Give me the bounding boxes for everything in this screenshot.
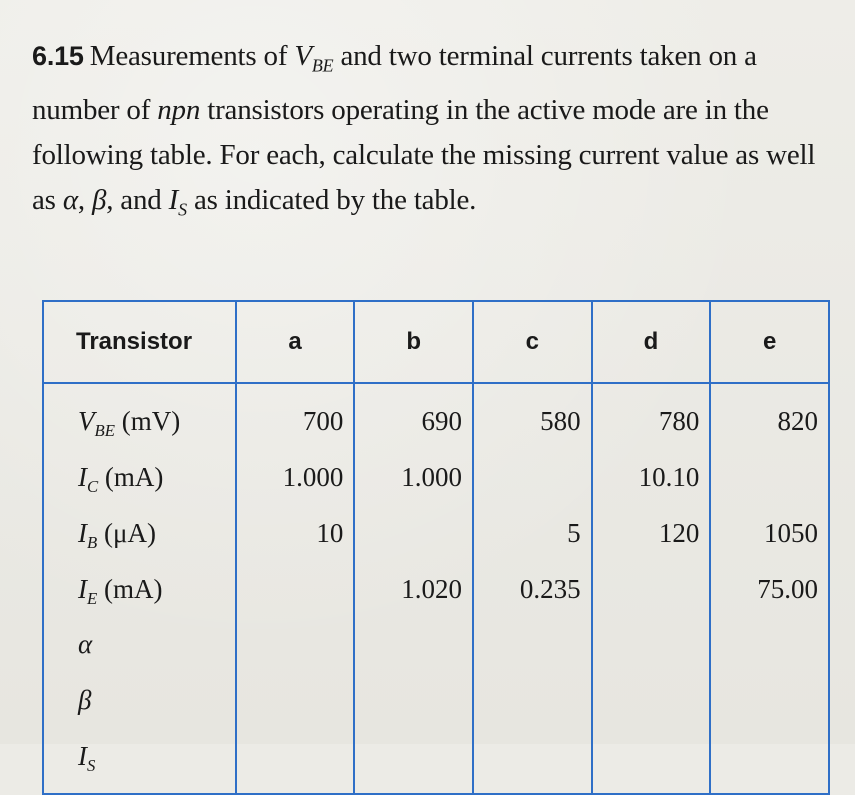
header-col-c: c [473, 301, 592, 383]
problem-text: and two terminal currents taken on a number of [32, 40, 757, 127]
vbe-letter: V [294, 40, 312, 72]
cell-c [473, 454, 592, 510]
cell-d: 10.10 [592, 454, 711, 510]
row-symbol: I [78, 741, 87, 772]
problem-number: 6.15 [32, 41, 84, 71]
cell-e [710, 677, 829, 733]
cell-c [473, 677, 592, 733]
cell-d [592, 621, 711, 677]
header-col-a: a [236, 301, 355, 383]
table-row [43, 454, 829, 510]
table-header-row [43, 301, 829, 383]
cell-b: 1.020 [354, 566, 473, 622]
vbe-subscript: BE [311, 55, 334, 76]
cell-e: 1050 [710, 510, 829, 566]
cell-a: 10 [236, 510, 355, 566]
cell-b: 690 [354, 383, 473, 454]
transistor-table [42, 300, 830, 795]
problem-text: transistors operating in the active mode are in the following table. For each, calculate the missing current value as well as [32, 94, 816, 217]
cell-b: 1.000 [354, 454, 473, 510]
row-symbol: I [78, 517, 87, 548]
problem-text: , [77, 184, 92, 217]
row-unit: (mA) [98, 461, 164, 492]
row-symbol: α [78, 629, 93, 660]
row-subscript: C [87, 476, 99, 496]
table-row [43, 510, 829, 566]
cell-e [710, 621, 829, 677]
row-subscript: B [87, 532, 98, 552]
row-symbol: I [78, 461, 87, 492]
header-col-d: d [592, 301, 711, 383]
beta-symbol: β [91, 184, 107, 217]
header-col-e: e [710, 301, 829, 383]
problem-text: Measurements of [89, 40, 295, 72]
cell-a [236, 621, 355, 677]
is-subscript: S [178, 199, 187, 220]
row-label [43, 566, 236, 622]
cell-a: 700 [236, 383, 355, 454]
row-label [43, 510, 236, 566]
cell-e: 820 [710, 383, 829, 454]
header-transistor: Transistor [43, 301, 236, 383]
row-label [43, 383, 236, 454]
cell-c [473, 621, 592, 677]
cell-a [236, 566, 355, 622]
row-subscript: E [87, 588, 98, 608]
is-letter: I [168, 184, 179, 217]
npn-term: npn [157, 94, 201, 127]
row-symbol: β [78, 685, 92, 716]
cell-a: 1.000 [236, 454, 355, 510]
row-subscript: S [87, 755, 96, 775]
cell-d: 120 [592, 510, 711, 566]
problem-paragraph [32, 34, 832, 233]
row-label [43, 454, 236, 510]
cell-c: 580 [473, 383, 592, 454]
problem-text: , and [106, 184, 169, 217]
is-symbol [168, 184, 187, 220]
table-body [43, 383, 829, 794]
cell-e [710, 733, 829, 794]
table-row [43, 383, 829, 454]
row-subscript: BE [94, 420, 115, 440]
table-row [43, 566, 829, 622]
table-row [43, 621, 829, 677]
cell-c: 5 [473, 510, 592, 566]
cell-b [354, 733, 473, 794]
cell-d [592, 677, 711, 733]
row-unit: (mA) [97, 573, 163, 604]
row-unit: (μA) [97, 517, 156, 548]
header-col-b: b [354, 301, 473, 383]
cell-a [236, 677, 355, 733]
cell-b [354, 677, 473, 733]
problem-text: as indicated by the table. [186, 184, 477, 217]
table-row [43, 733, 829, 794]
table-row [43, 677, 829, 733]
cell-b [354, 510, 473, 566]
cell-e: 75.00 [710, 566, 829, 622]
row-label [43, 733, 236, 794]
row-label [43, 621, 236, 677]
cell-b [354, 621, 473, 677]
alpha-symbol: α [62, 184, 78, 217]
cell-d: 780 [592, 383, 711, 454]
row-label [43, 677, 236, 733]
cell-d [592, 566, 711, 622]
row-unit: (mV) [114, 406, 181, 436]
row-symbol: I [78, 573, 87, 604]
vbe-symbol [294, 40, 334, 76]
cell-c: 0.235 [473, 566, 592, 622]
cell-e [710, 454, 829, 510]
cell-d [592, 733, 711, 794]
cell-c [473, 733, 592, 794]
problem-statement [32, 34, 832, 233]
row-symbol: V [78, 406, 95, 436]
cell-a [236, 733, 355, 794]
